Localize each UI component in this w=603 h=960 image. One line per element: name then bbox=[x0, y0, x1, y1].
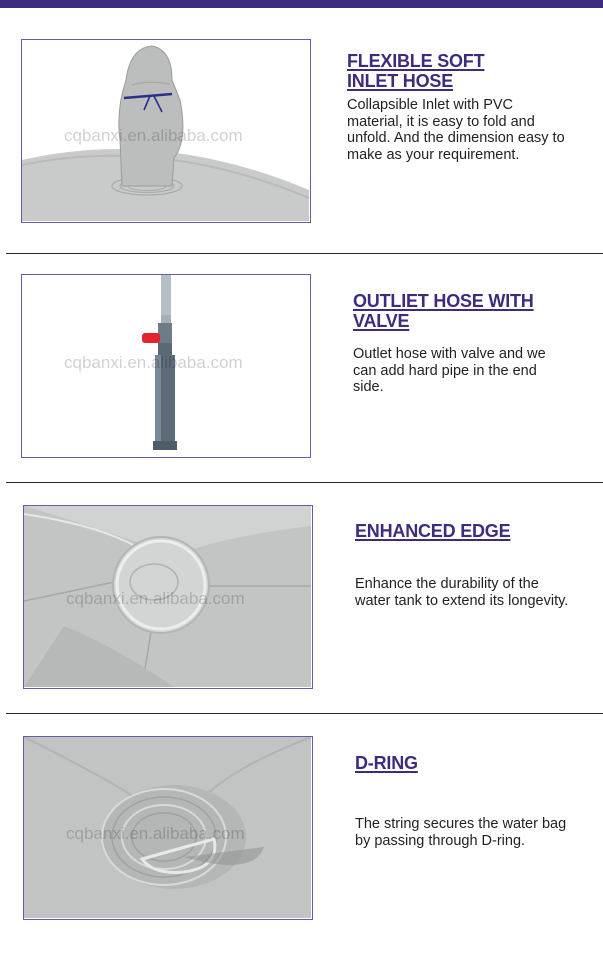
section-2-title-line2: VALVE bbox=[353, 311, 410, 331]
section-4-title-line1: D-RING bbox=[355, 753, 418, 773]
top-accent-bar bbox=[0, 0, 603, 8]
watermark-2: cqbanxi.en.alibaba.com bbox=[64, 353, 243, 372]
section-1-title-line2: INLET HOSE bbox=[347, 71, 454, 91]
section-4-title bbox=[355, 753, 418, 773]
section-4-description: The string secures the water bag by passing through D-ring. bbox=[355, 816, 567, 849]
section-3-description: Enhance the durability of the water tank to extend its longevity. bbox=[355, 576, 569, 609]
section-divider-2 bbox=[6, 482, 603, 483]
section-2-description: Outlet hose with valve and we can add hard pipe in the end side. bbox=[353, 346, 546, 395]
section-1-title-line1: FLEXIBLE SOFT bbox=[347, 51, 485, 71]
section-divider-3 bbox=[6, 713, 603, 714]
watermark-3: cqbanxi.en.alibaba.com bbox=[66, 589, 245, 608]
section-divider-1 bbox=[6, 253, 603, 254]
watermark-1: cqbanxi.en.alibaba.com bbox=[64, 126, 243, 145]
section-2-title-line1: OUTLIET HOSE WITH bbox=[353, 291, 534, 311]
watermark-4: cqbanxi.en.alibaba.com bbox=[66, 824, 245, 843]
section-2-title bbox=[353, 291, 534, 331]
section-1-title bbox=[347, 51, 484, 91]
section-1-description: Collapsible Inlet with PVC material, it is easy to fold and unfold. And the dimension easy to make as your requirement. bbox=[347, 97, 565, 163]
section-3-title bbox=[355, 521, 510, 541]
section-3-title-line1: ENHANCED EDGE bbox=[355, 521, 511, 541]
